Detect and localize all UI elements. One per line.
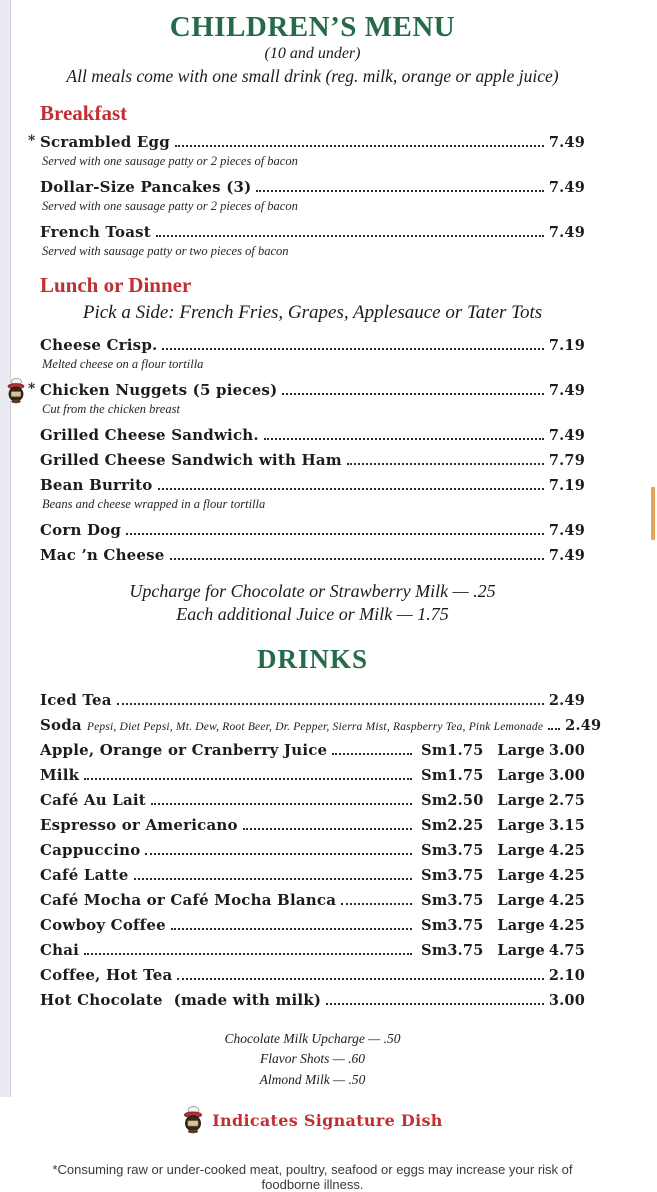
small-size-label: Sm <box>421 766 448 784</box>
dotted-leader <box>171 928 412 930</box>
dotted-leader <box>170 558 544 560</box>
large-size-price: 4.25 <box>548 841 585 859</box>
small-size-price: 2.50 <box>447 791 484 809</box>
item-name: Espresso or Americano <box>40 815 238 834</box>
menu-item-row <box>40 791 585 809</box>
large-size-label: Large <box>497 916 545 934</box>
raw-food-asterisk: * <box>28 132 36 149</box>
menu-item-row <box>40 521 585 539</box>
item-name: Scrambled Egg <box>40 132 170 151</box>
menu-content <box>28 0 602 1192</box>
large-size-price: 4.25 <box>548 866 585 884</box>
item-name: Apple, Orange or Cranberry Juice <box>40 740 328 759</box>
large-size-label: Large <box>497 841 545 859</box>
item-name: Café Mocha or Café Mocha Blanca <box>40 890 337 909</box>
small-size-label: Sm <box>421 816 448 834</box>
menu-item-row <box>40 816 585 834</box>
section-footnotes <box>40 580 585 626</box>
item-name: French Toast <box>40 222 151 241</box>
large-size-price: 3.00 <box>548 741 585 759</box>
menu-item-row <box>28 132 585 151</box>
page-right-edge-mark <box>651 487 655 540</box>
menu-item-row <box>28 380 585 399</box>
dotted-leader <box>282 393 543 395</box>
item-description: Served with one sausage patty or 2 pieces of bacon <box>42 153 298 168</box>
section-heading-lunch-dinner: Lunch or Dinner <box>40 272 192 297</box>
footnote: Upcharge for Chocolate or Strawberry Milk — .25 <box>129 580 496 601</box>
menu-item-row <box>40 426 585 444</box>
signature-chef-icon <box>182 1106 204 1134</box>
small-size-price: 1.75 <box>447 741 484 759</box>
large-size-label: Large <box>497 791 545 809</box>
item-flavor-list: Pepsi, Diet Pepsi, Mt. Dew, Root Beer, Dr. Pepper, Sierra Mist, Raspberry Tea, Pink Lemonade <box>86 720 544 733</box>
foodborne-illness-disclaimer: *Consuming raw or under-cooked meat, poultry, seafood or eggs may increase your risk of foodborne illness. <box>52 1162 573 1192</box>
large-size-price: 4.25 <box>548 891 585 909</box>
item-price: 3.00 <box>548 991 585 1009</box>
pick-a-side-note: Pick a Side: French Fries, Grapes, Applesauce or Tater Tots <box>82 301 543 323</box>
small-size-price: 3.75 <box>447 891 484 909</box>
menu-item-row <box>40 546 585 564</box>
menu-item-row <box>40 451 585 469</box>
item-description: Served with one sausage patty or 2 pieces of bacon <box>42 198 298 213</box>
small-size-label: Sm <box>421 791 448 809</box>
menu-item-row <box>40 741 585 759</box>
small-size-label: Sm <box>421 891 448 909</box>
item-name: Café Au Lait <box>40 790 146 809</box>
item-name: Chicken Nuggets (5 pieces) <box>40 380 278 399</box>
menu-item-row <box>40 178 585 196</box>
large-size-price: 2.75 <box>548 791 585 809</box>
item-name: Mac ’n Cheese <box>40 545 165 564</box>
item-price: 7.49 <box>548 178 585 196</box>
item-name: Chai <box>40 940 80 959</box>
large-size-label: Large <box>497 766 545 784</box>
small-size-price: 3.75 <box>447 866 484 884</box>
item-description: Melted cheese on a flour tortilla <box>42 356 204 371</box>
item-price: 7.49 <box>548 133 585 151</box>
menu-item-row <box>40 691 585 709</box>
small-size-label: Sm <box>421 841 448 859</box>
dotted-leader <box>162 348 543 350</box>
dotted-leader <box>341 903 412 905</box>
large-size-label: Large <box>497 741 545 759</box>
dotted-leader <box>151 803 412 805</box>
large-size-label: Large <box>497 891 545 909</box>
page-left-edge <box>0 0 11 1097</box>
dotted-leader <box>84 778 412 780</box>
dotted-leader <box>347 463 544 465</box>
included-drink-note: All meals come with one small drink (reg. milk, orange or apple juice) <box>66 65 559 86</box>
small-size-price: 3.75 <box>447 916 484 934</box>
item-name: Bean Burrito <box>40 475 153 494</box>
item-name: Corn Dog <box>40 520 122 539</box>
dotted-leader <box>117 703 544 705</box>
item-name: Soda <box>40 715 82 734</box>
menu-item-row <box>40 336 585 354</box>
item-price: 7.49 <box>548 521 585 539</box>
dotted-leader <box>548 728 560 730</box>
menu-item-row <box>40 766 585 784</box>
menu-item-row <box>40 715 602 734</box>
small-size-price: 2.25 <box>447 816 484 834</box>
menu-header <box>40 12 585 87</box>
small-size-label: Sm <box>421 916 448 934</box>
item-name: Milk <box>40 765 80 784</box>
item-price: 7.19 <box>548 476 585 494</box>
dotted-leader <box>264 438 544 440</box>
section-heading-breakfast: Breakfast <box>40 100 128 125</box>
item-name: Grilled Cheese Sandwich. <box>40 425 259 444</box>
raw-food-asterisk: * <box>28 380 36 397</box>
large-size-label: Large <box>497 816 545 834</box>
item-description: Served with sausage patty or two pieces of bacon <box>42 243 289 258</box>
item-name: Iced Tea <box>40 690 112 709</box>
menu-item-row <box>40 891 585 909</box>
item-name: Grilled Cheese Sandwich with Ham <box>40 450 342 469</box>
signature-dish-label: Indicates Signature Dish <box>212 1110 443 1130</box>
large-size-price: 3.00 <box>548 766 585 784</box>
dotted-leader <box>134 878 413 880</box>
item-description: Beans and cheese wrapped in a flour tortilla <box>42 496 266 511</box>
signature-chef-icon <box>6 378 26 404</box>
item-name: Cowboy Coffee <box>40 915 166 934</box>
menu-item-row <box>40 916 585 934</box>
dotted-leader <box>177 978 543 980</box>
item-price: 7.49 <box>548 426 585 444</box>
menu-item-row <box>40 966 585 984</box>
menu-item-row <box>40 223 585 241</box>
menu-sections <box>28 100 602 1091</box>
dotted-leader <box>158 488 544 490</box>
section-drinks <box>40 643 602 1091</box>
item-description: Cut from the chicken breast <box>42 401 180 416</box>
item-price: 7.49 <box>548 223 585 241</box>
item-price: 7.19 <box>548 336 585 354</box>
item-price: 2.10 <box>548 966 585 984</box>
dotted-leader <box>175 145 544 147</box>
large-size-label: Large <box>497 866 545 884</box>
large-size-price: 4.75 <box>548 941 585 959</box>
signature-dish-legend <box>40 1106 585 1134</box>
large-size-price: 4.25 <box>548 916 585 934</box>
small-size-price: 3.75 <box>447 941 484 959</box>
large-size-label: Large <box>497 941 545 959</box>
section-lunch-dinner <box>28 272 585 626</box>
footnote: Almond Milk — .50 <box>259 1071 366 1087</box>
small-size-price: 1.75 <box>447 766 484 784</box>
small-size-label: Sm <box>421 741 448 759</box>
footnote: Chocolate Milk Upcharge — .50 <box>224 1030 401 1046</box>
item-price: 7.49 <box>548 546 585 564</box>
dotted-leader <box>145 853 412 855</box>
item-name: Dollar-Size Pancakes (3) <box>40 177 252 196</box>
item-name: Coffee, Hot Tea <box>40 965 173 984</box>
dotted-leader <box>332 753 412 755</box>
item-name: Café Latte <box>40 865 129 884</box>
item-price: 7.49 <box>548 381 585 399</box>
dotted-leader <box>156 235 544 237</box>
dotted-leader <box>126 533 544 535</box>
item-price: 7.79 <box>548 451 585 469</box>
footnote: Each additional Juice or Milk — 1.75 <box>176 603 449 624</box>
small-size-price: 3.75 <box>447 841 484 859</box>
item-name: Hot Chocolate (made with milk) <box>40 990 322 1009</box>
menu-item-row <box>40 941 585 959</box>
page-title: CHILDREN’S MENU <box>169 11 456 43</box>
section-breakfast <box>28 100 585 259</box>
page-subtitle: (10 and under) <box>264 44 361 62</box>
menu-item-row <box>40 866 585 884</box>
section-heading-drinks: DRINKS <box>256 643 369 674</box>
footnote: Flavor Shots — .60 <box>259 1051 365 1067</box>
item-name: Cheese Crisp. <box>40 335 158 354</box>
dotted-leader <box>326 1003 544 1005</box>
dotted-leader <box>243 828 412 830</box>
dotted-leader <box>256 190 543 192</box>
menu-item-row <box>40 476 585 494</box>
large-size-price: 3.15 <box>548 816 585 834</box>
dotted-leader <box>84 953 412 955</box>
small-size-label: Sm <box>421 866 448 884</box>
item-price: 2.49 <box>548 691 585 709</box>
item-name: Cappuccino <box>40 840 141 859</box>
item-price: 2.49 <box>565 716 602 734</box>
small-size-label: Sm <box>421 941 448 959</box>
menu-item-row <box>40 991 585 1009</box>
menu-item-row <box>40 841 585 859</box>
section-footnotes <box>40 1029 585 1091</box>
